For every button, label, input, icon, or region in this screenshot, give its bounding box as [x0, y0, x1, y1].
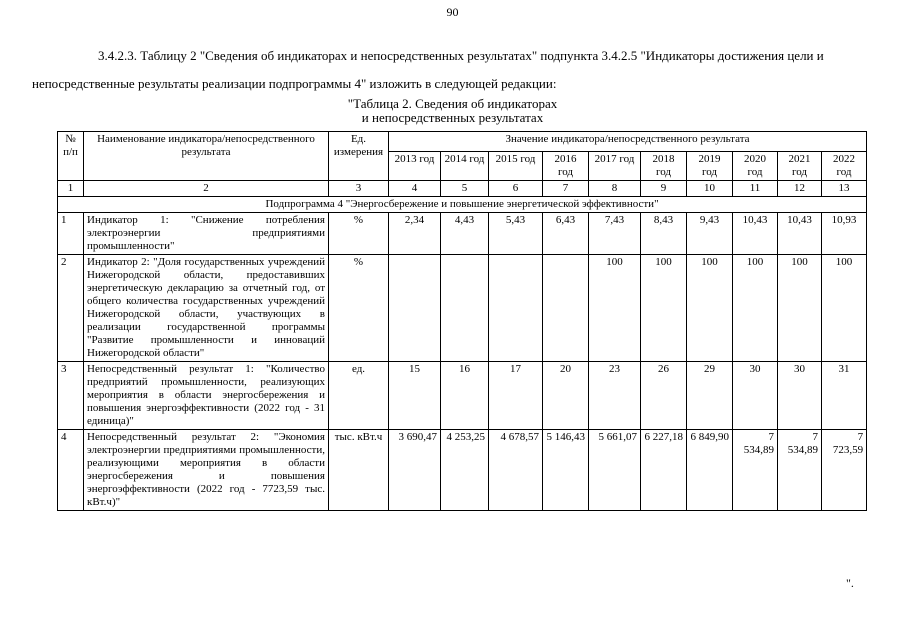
row-value: 30 [733, 362, 778, 430]
row-value: 16 [441, 362, 489, 430]
row-value: 31 [822, 362, 867, 430]
header-year: 2013 год [389, 152, 441, 181]
row-unit: ед. [329, 362, 389, 430]
row-value: 26 [641, 362, 687, 430]
column-number: 10 [687, 181, 733, 197]
subprogram-title: Подпрограмма 4 "Энергосбережение и повышение энергетической эффективности" [58, 197, 867, 213]
row-value: 5,43 [489, 213, 543, 255]
row-value: 7 723,59 [822, 430, 867, 511]
column-number: 4 [389, 181, 441, 197]
row-value: 5 661,07 [589, 430, 641, 511]
row-value [543, 255, 589, 362]
header-row-1 [58, 132, 867, 152]
row-value: 100 [822, 255, 867, 362]
row-name: Индикатор 1: "Снижение потребления электроэнергии предприятиями промышленности" [84, 213, 329, 255]
header-year: 2021 год [778, 152, 822, 181]
column-number: 7 [543, 181, 589, 197]
indicators-table [57, 131, 867, 511]
row-value: 100 [589, 255, 641, 362]
row-value: 7 534,89 [733, 430, 778, 511]
row-value: 4,43 [441, 213, 489, 255]
row-unit: тыс. кВт.ч [329, 430, 389, 511]
header-year: 2022 год [822, 152, 867, 181]
row-number: 2 [58, 255, 84, 362]
header-value-group: Значение индикатора/непосредственного результата [389, 132, 867, 152]
header-name: Наименование индикатора/непосредственного результата [84, 132, 329, 181]
table-title-line-1: "Таблица 2. Сведения об индикаторах [347, 96, 558, 111]
row-unit: % [329, 213, 389, 255]
row-value: 29 [687, 362, 733, 430]
table-row [58, 213, 867, 255]
header-year: 2015 год [489, 152, 543, 181]
column-number: 5 [441, 181, 489, 197]
column-number: 11 [733, 181, 778, 197]
intro-text: 3.4.2.3. Таблицу 2 "Сведения об индикаторах и непосредственных результатах" подпункта 3.4.2.5 "Индикаторы достижения цели и непосредственные результаты реализации подпрограммы 4" изложить в следующей редакции: [32, 48, 824, 91]
table-row [58, 255, 867, 362]
row-unit: % [329, 255, 389, 362]
row-value: 100 [641, 255, 687, 362]
header-year: 2014 год [441, 152, 489, 181]
column-number: 6 [489, 181, 543, 197]
header-year: 2018 год [641, 152, 687, 181]
row-name: Непосредственный результат 1: "Количество предприятий промышленности, реализующих мероприятия в области энергосбережения и повышения энергоэффективности (2022 год - 31 единица)" [84, 362, 329, 430]
row-value: 6 227,18 [641, 430, 687, 511]
row-number: 3 [58, 362, 84, 430]
row-value: 15 [389, 362, 441, 430]
column-number: 2 [84, 181, 329, 197]
column-number: 1 [58, 181, 84, 197]
row-name: Непосредственный результат 2: "Экономия электроэнергии предприятиями промышленности, реализующими мероприятия в области энергосбережения и повышения энергоэффективности (2022 год - 7723,59 тыс. кВт.ч)" [84, 430, 329, 511]
column-number: 8 [589, 181, 641, 197]
row-value: 6 849,90 [687, 430, 733, 511]
header-unit: Ед. измерения [329, 132, 389, 181]
column-number: 13 [822, 181, 867, 197]
column-number: 3 [329, 181, 389, 197]
row-value: 100 [778, 255, 822, 362]
row-number: 4 [58, 430, 84, 511]
row-value: 7 534,89 [778, 430, 822, 511]
header-year: 2019 год [687, 152, 733, 181]
row-value: 23 [589, 362, 641, 430]
row-value: 100 [733, 255, 778, 362]
row-value: 100 [687, 255, 733, 362]
header-year: 2017 год [589, 152, 641, 181]
row-value [389, 255, 441, 362]
table-title [0, 97, 905, 125]
row-value: 4 678,57 [489, 430, 543, 511]
row-value [489, 255, 543, 362]
row-value [441, 255, 489, 362]
row-name: Индикатор 2: "Доля государственных учреждений Нижегородской области, предоставивших энергетическую декларацию за отчетный год, от общего количества государственных учреждений Нижегородской области, участвующих в реализации государственной программы "Развитие промышленности и инноваций Нижегородской области" [84, 255, 329, 362]
intro-paragraph [32, 42, 872, 98]
row-value: 4 253,25 [441, 430, 489, 511]
row-value: 9,43 [687, 213, 733, 255]
table-row [58, 430, 867, 511]
row-value: 17 [489, 362, 543, 430]
column-number: 12 [778, 181, 822, 197]
row-value: 20 [543, 362, 589, 430]
column-numbers-row [58, 181, 867, 197]
page-number: 90 [446, 5, 459, 19]
row-value: 10,93 [822, 213, 867, 255]
row-value: 10,43 [733, 213, 778, 255]
row-value: 7,43 [589, 213, 641, 255]
column-number: 9 [641, 181, 687, 197]
header-year: 2016 год [543, 152, 589, 181]
closing-quote-mark: ". [846, 576, 854, 590]
header-year: 2020 год [733, 152, 778, 181]
row-number: 1 [58, 213, 84, 255]
header-no: № п/п [58, 132, 84, 181]
row-value: 8,43 [641, 213, 687, 255]
table-title-line-2: и непосредственных результатах [361, 110, 544, 125]
row-value: 10,43 [778, 213, 822, 255]
row-value: 30 [778, 362, 822, 430]
table-row [58, 362, 867, 430]
row-value: 6,43 [543, 213, 589, 255]
row-value: 3 690,47 [389, 430, 441, 511]
subprogram-row [58, 197, 867, 213]
row-value: 2,34 [389, 213, 441, 255]
row-value: 5 146,43 [543, 430, 589, 511]
